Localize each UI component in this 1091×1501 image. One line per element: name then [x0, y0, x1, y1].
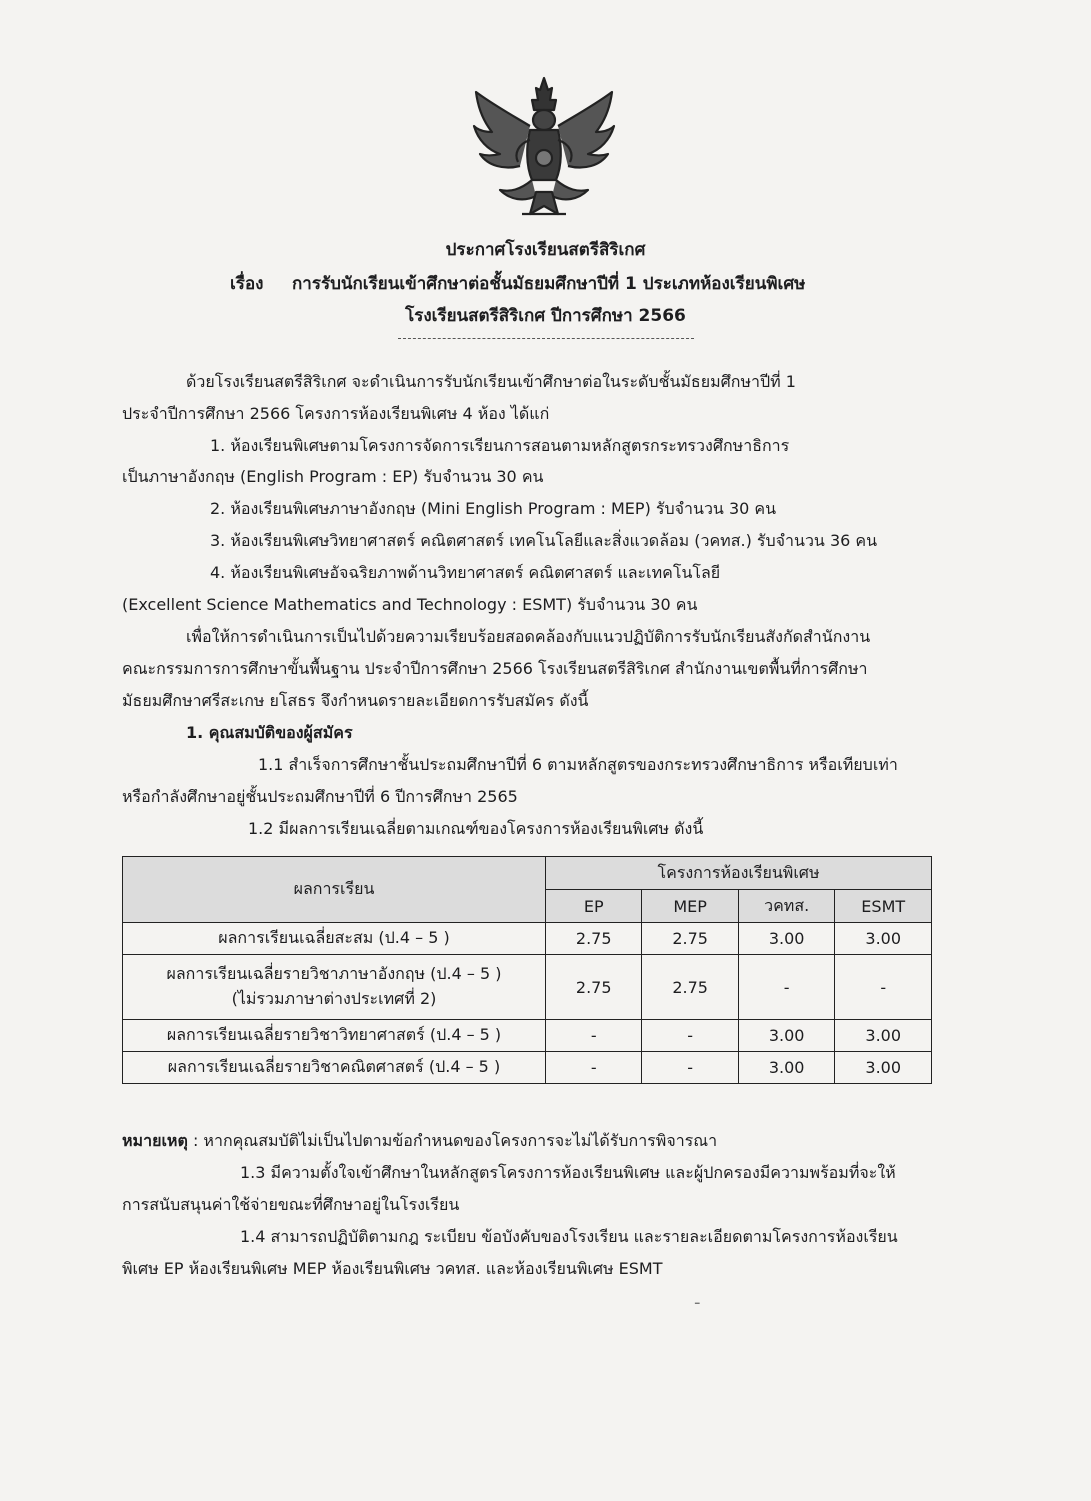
table-row [123, 955, 932, 1020]
note [122, 1129, 717, 1154]
subject-label: เรื่อง [230, 274, 264, 294]
purpose-line-2: คณะกรรมการการศึกษาขั้นพื้นฐาน ประจำปีการศึกษา 2566 โรงเรียนสตรีสิริเกศ สำนักงานเขตพื้นที่การศึกษา [122, 659, 868, 678]
cell-value: 3.00 [738, 1052, 835, 1084]
program-item-1-line-1: 1. ห้องเรียนพิเศษตามโครงการจัดการเรียนการสอนตามหลักสูตรกระทรวงศึกษาธิการ [210, 436, 790, 455]
intro-line-2: ประจำปีการศึกษา 2566 โครงการห้องเรียนพิเศษ 4 ห้อง ได้แก่ [122, 404, 550, 423]
program-item-1-line-2: เป็นภาษาอังกฤษ (English Program : EP) รับจำนวน 30 คน [122, 467, 544, 486]
table-row [123, 1020, 932, 1052]
announcement-school-year: โรงเรียนสตรีสิริเกศ ปีการศึกษา 2566 [405, 306, 686, 326]
table-header-group: โครงการห้องเรียนพิเศษ [545, 857, 931, 890]
section-1-1-line-1: 1.1 สำเร็จการศึกษาชั้นประถมศึกษาปีที่ 6 ตามหลักสูตรของกระทรวงศึกษาธิการ หรือเทียบเท่า [258, 755, 898, 774]
purpose-line-3: มัธยมศึกษาศรีสะเกษ ยโสธร จึงกำหนดรายละเอียดการรับสมัคร ดังนี้ [122, 691, 589, 710]
cell-value: 3.00 [835, 1020, 932, 1052]
program-item-4-line-1: 4. ห้องเรียนพิเศษอัจฉริยภาพด้านวิทยาศาสตร์ คณิตศาสตร์ และเทคโนโลยี [210, 563, 721, 582]
cell-value: 2.75 [545, 923, 641, 955]
footer-mark: - [694, 1292, 701, 1313]
announcement-title: ประกาศโรงเรียนสตรีสิริเกศ [445, 240, 646, 260]
cell-value: 3.00 [738, 1020, 835, 1052]
cell-value: - [545, 1020, 641, 1052]
program-item-4-line-2: (Excellent Science Mathematics and Technology : ESMT) รับจำนวน 30 คน [122, 595, 698, 614]
cell-value: 2.75 [545, 955, 641, 1020]
row-label [123, 955, 546, 1020]
section-1-3-line-1: 1.3 มีความตั้งใจเข้าศึกษาในหลักสูตรโครงการห้องเรียนพิเศษ และผู้ปกครองมีความพร้อมที่จะให้ [240, 1163, 896, 1182]
row-label-line-2: (ไม่รวมภาษาต่างประเทศที่ 2) [231, 989, 437, 1008]
cell-value: 3.00 [835, 923, 932, 955]
program-item-2: 2. ห้องเรียนพิเศษภาษาอังกฤษ (Mini English Program : MEP) รับจำนวน 30 คน [210, 499, 777, 518]
column-header-esmt: ESMT [835, 890, 932, 923]
column-header-mep: MEP [642, 890, 738, 923]
cell-value: - [738, 955, 835, 1020]
section-1-2: 1.2 มีผลการเรียนเฉลี่ยตามเกณฑ์ของโครงการห้องเรียนพิเศษ ดังนี้ [248, 819, 704, 838]
cell-value: 3.00 [738, 923, 835, 955]
purpose-line-1: เพื่อให้การดำเนินการเป็นไปด้วยความเรียบร้อยสอดคล้องกับแนวปฏิบัติการรับนักเรียนสังกัดสำนักงาน [186, 627, 871, 646]
program-item-3: 3. ห้องเรียนพิเศษวิทยาศาสตร์ คณิตศาสตร์ เทคโนโลยีและสิ่งแวดล้อม (วคทส.) รับจำนวน 36 คน [210, 531, 878, 550]
section-1-1-line-2: หรือกำลังศึกษาอยู่ชั้นประถมศึกษาปีที่ 6 ปีการศึกษา 2565 [122, 787, 518, 806]
subject-text: การรับนักเรียนเข้าศึกษาต่อชั้นมัธยมศึกษาปีที่ 1 ประเภทห้องเรียนพิเศษ [292, 274, 806, 294]
title-divider [398, 338, 694, 339]
intro-line-1: ด้วยโรงเรียนสตรีสิริเกศ จะดำเนินการรับนักเรียนเข้าศึกษาต่อในระดับชั้นมัธยมศึกษาปีที่ 1 [186, 372, 796, 391]
cell-value: - [642, 1020, 738, 1052]
row-label: ผลการเรียนเฉลี่ยรายวิชาวิทยาศาสตร์ (ป.4 – 5 ) [123, 1020, 546, 1052]
column-header-ep: EP [545, 890, 641, 923]
table-row [123, 923, 932, 955]
table-header-label: ผลการเรียน [123, 857, 546, 923]
section-1-4-line-1: 1.4 สามารถปฏิบัติตามกฎ ระเบียบ ข้อบังคับของโรงเรียน และรายละเอียดตามโครงการห้องเรียน [240, 1227, 898, 1246]
cell-value: 2.75 [642, 923, 738, 955]
cell-value: - [642, 1052, 738, 1084]
table-row [123, 1052, 932, 1084]
cell-value: 3.00 [835, 1052, 932, 1084]
criteria-table [122, 856, 932, 1084]
cell-value: - [545, 1052, 641, 1084]
section-1-3-line-2: การสนับสนุนค่าใช้จ่ายขณะที่ศึกษาอยู่ในโรงเรียน [122, 1195, 460, 1214]
cell-value: 2.75 [642, 955, 738, 1020]
announcement-subject [230, 270, 910, 297]
section-1-4-line-2: พิเศษ EP ห้องเรียนพิเศษ MEP ห้องเรียนพิเศษ วคทส. และห้องเรียนพิเศษ ESMT [122, 1259, 663, 1278]
garuda-emblem-icon [470, 74, 618, 224]
row-label: ผลการเรียนเฉลี่ยรายวิชาคณิตศาสตร์ (ป.4 – 5 ) [123, 1052, 546, 1084]
note-label: หมายเหตุ [122, 1131, 188, 1150]
cell-value: - [835, 955, 932, 1020]
row-label-line-1: ผลการเรียนเฉลี่ยรายวิชาภาษาอังกฤษ (ป.4 – 5 ) [166, 964, 502, 983]
note-text: : หากคุณสมบัติไม่เป็นไปตามข้อกำหนดของโครงการจะไม่ได้รับการพิจารณา [187, 1131, 718, 1150]
row-label: ผลการเรียนเฉลี่ยสะสม (ป.4 – 5 ) [123, 923, 546, 955]
column-header-wkts: วคทส. [738, 890, 835, 923]
section-1-heading: 1. คุณสมบัติของผู้สมัคร [186, 723, 353, 742]
